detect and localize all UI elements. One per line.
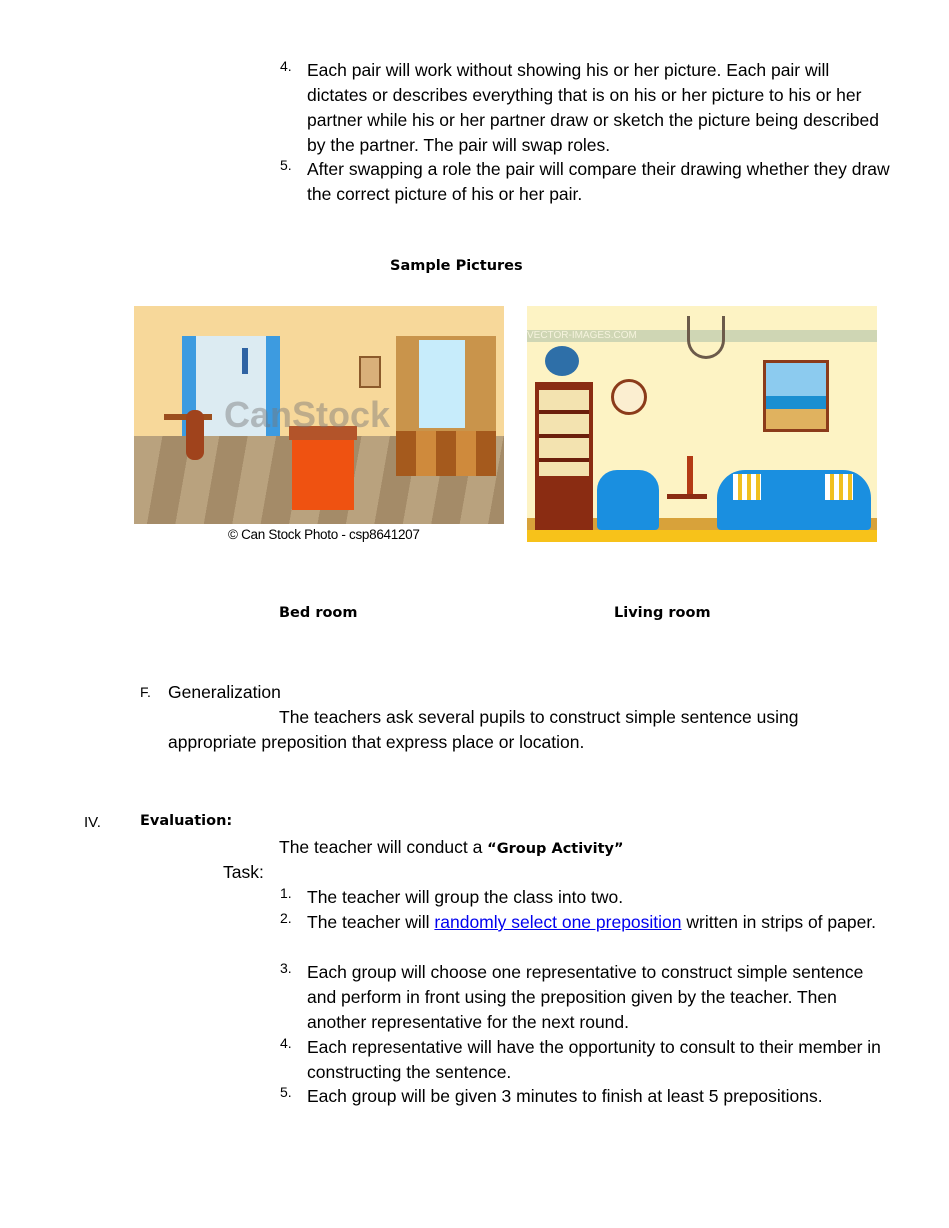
intro-text: The teacher will conduct a bbox=[279, 837, 488, 857]
text-segment: written in strips of paper. bbox=[681, 912, 877, 932]
text-segment: The teacher will bbox=[307, 912, 435, 932]
list-text: Each group will choose one representative to construct simple sentence and perform in front using the preposition given by the teacher. Then another representative for the next round. bbox=[307, 962, 864, 1032]
preposition-link[interactable]: randomly select one preposition bbox=[434, 912, 682, 932]
image-watermark: CanStock bbox=[224, 394, 391, 435]
list-text: Each pair will work without showing his or her picture. Each pair will dictates or describes everything that is on his or her picture to his or her partner while his or her partner draw or sketch the picture being described by the partner. The pair will swap roles. bbox=[307, 60, 879, 155]
livingroom-image bbox=[527, 306, 877, 542]
list-number: 4. bbox=[280, 58, 292, 74]
section-numeral: IV. bbox=[84, 814, 101, 831]
list-text: Each group will be given 3 minutes to finish at least 5 prepositions. bbox=[307, 1086, 823, 1106]
list-item bbox=[280, 1084, 890, 1109]
list-number: 2. bbox=[280, 910, 292, 926]
activity-name: “Group Activity” bbox=[487, 841, 624, 857]
list-text: The teacher will group the class into two. bbox=[307, 887, 624, 907]
list-number: 4. bbox=[280, 1035, 292, 1051]
list-text bbox=[307, 910, 890, 935]
section-letter: F. bbox=[140, 684, 151, 700]
paragraph-line: The teachers ask several pupils to construct simple sentence using bbox=[279, 707, 799, 727]
list-number: 1. bbox=[280, 885, 292, 901]
image-credit: © Can Stock Photo - csp8641207 bbox=[228, 527, 420, 542]
list-item bbox=[280, 885, 890, 910]
list-item bbox=[280, 910, 890, 935]
list-number: 5. bbox=[280, 1084, 292, 1100]
list-text: After swapping a role the pair will compare their drawing whether they draw the correct picture of his or her pair. bbox=[307, 159, 890, 204]
list-item bbox=[280, 157, 890, 207]
evaluation-intro bbox=[279, 835, 624, 862]
paragraph-line: appropriate preposition that express place or location. bbox=[168, 732, 585, 752]
list-number: 5. bbox=[280, 157, 292, 173]
section-title: Evaluation: bbox=[140, 813, 233, 829]
list-item bbox=[280, 960, 890, 1035]
list-number: 3. bbox=[280, 960, 292, 976]
task-label: Task: bbox=[223, 862, 264, 882]
bedroom-caption: Bed room bbox=[279, 605, 358, 621]
list-item bbox=[280, 1035, 890, 1085]
section-title: Generalization bbox=[168, 682, 281, 702]
livingroom-caption: Living room bbox=[614, 605, 711, 621]
sample-pictures-heading: Sample Pictures bbox=[390, 258, 523, 274]
list-item bbox=[280, 58, 890, 158]
image-watermark: VECTOR-IMAGES.COM bbox=[527, 330, 877, 342]
bedroom-image bbox=[134, 306, 504, 524]
list-text: Each representative will have the opportunity to consult to their member in constructing the sentence. bbox=[307, 1037, 881, 1082]
